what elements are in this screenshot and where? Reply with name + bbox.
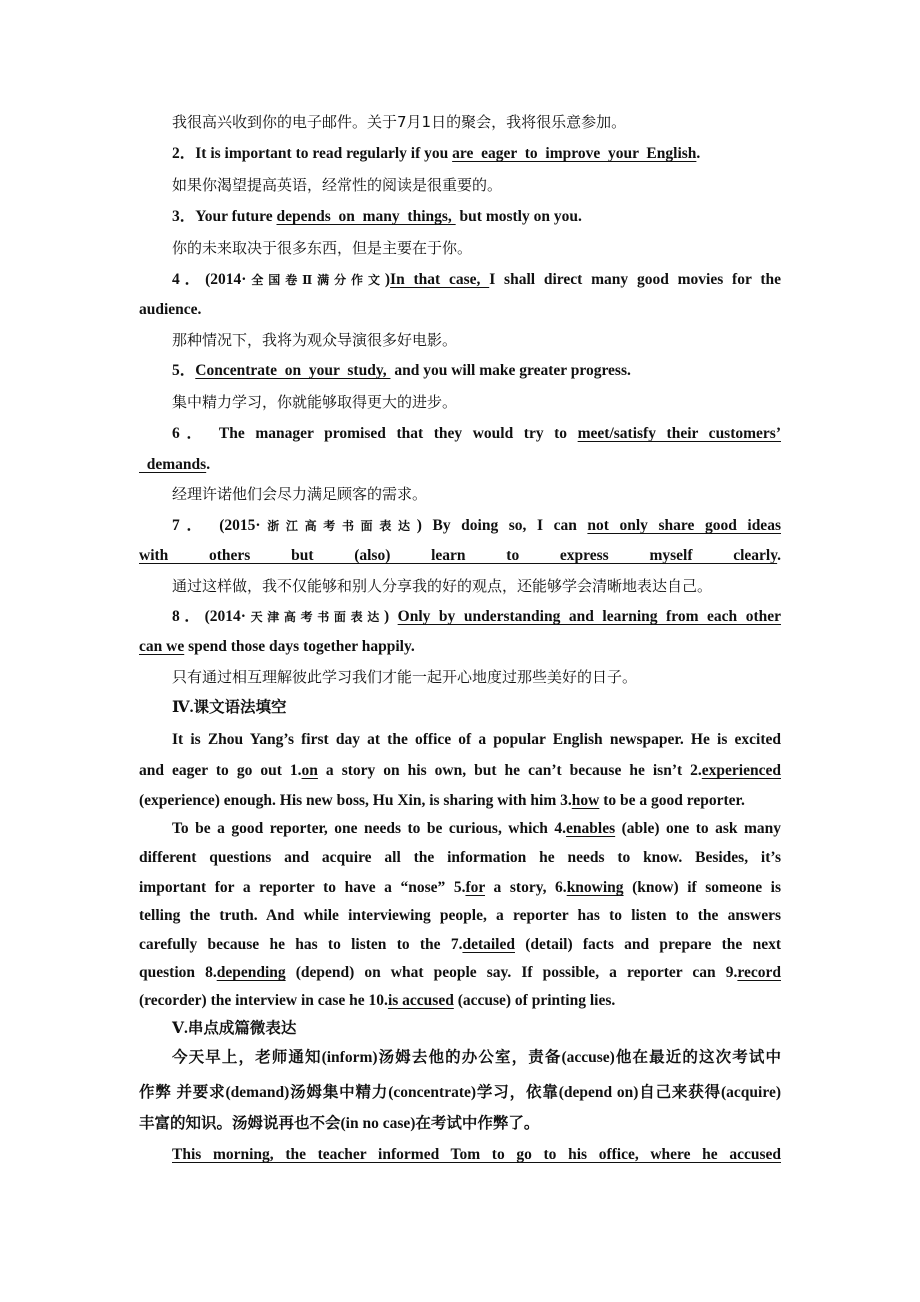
text-line [172, 1018, 781, 1040]
source-label: 浙江高考书面表达 [260, 519, 417, 533]
text-segment: a story, 6. [484, 879, 567, 896]
text-line [172, 206, 781, 228]
answer-text: enables [566, 820, 616, 837]
source-label: 全国卷Ⅱ满分作文 [246, 273, 385, 287]
translation-line [172, 174, 781, 196]
text-segment: Ⅳ.课文语法填空 [172, 699, 287, 716]
text-segment: (depend) on what people say. If possible, a reporter can 9. [285, 964, 738, 981]
text-segment: (know) if someone is [623, 879, 781, 896]
answer-text: Only by understanding and learning from each other [397, 608, 781, 625]
text-line [139, 1082, 781, 1104]
answer-text: for [465, 879, 485, 896]
text-segment: ) [384, 271, 391, 288]
text-line [172, 729, 781, 751]
text-line [139, 760, 781, 782]
text-line [172, 515, 781, 537]
text-segment: (able) one to ask many [615, 820, 781, 837]
text-segment: 经理许诺他们会尽力满足顾客的需求。 [172, 485, 428, 503]
text-segment: . [206, 456, 211, 473]
text-line [172, 606, 781, 628]
text-line [172, 269, 781, 291]
answer-text: detailed [462, 936, 515, 953]
text-segment: 只有通过相互理解彼此学习我们才能一起开心地度过那些美好的日子。 [172, 668, 638, 686]
translation-line [172, 666, 781, 688]
translation-line [172, 483, 781, 505]
answer-text: knowing [566, 879, 624, 896]
text-segment: 丰富的知识。汤姆说再也不会(in no case)在考试中作弊了。 [139, 1115, 540, 1132]
text-line [172, 360, 781, 382]
translation-line [172, 391, 781, 413]
text-segment: different questions and acquire all the information he needs to know. Besides, it’s [139, 849, 781, 866]
answer-text: experienced [701, 762, 781, 779]
text-segment: important for a reporter to have a “nose” 5. [139, 879, 466, 896]
text-line [172, 697, 781, 719]
answer-text: with others but (also) learn to express myself clearly [139, 547, 778, 564]
text-line [172, 143, 781, 165]
answer-text: not only share good ideas [587, 517, 781, 534]
text-segment: question 8. [139, 964, 217, 981]
text-segment: I shall direct many good movies for the [489, 271, 782, 288]
text-line [139, 1113, 781, 1135]
text-line [139, 636, 781, 658]
text-line [172, 818, 781, 840]
text-segment: telling the truth. And while interviewing people, a reporter has to listen to the answers [139, 907, 781, 924]
text-line [139, 454, 781, 476]
answer-text: record [737, 964, 781, 981]
text-segment: 通过这样做，我不仅能够和别人分享我的好的观点，还能够学会清晰地表达自己。 [172, 577, 713, 595]
answer-text: demands [139, 456, 207, 473]
text-segment: . [696, 145, 701, 162]
translation-line [172, 329, 781, 351]
text-segment: carefully because he has to listen to the 7. [139, 936, 463, 953]
text-segment: and you will make greater progress. [390, 362, 631, 379]
text-line [139, 790, 781, 812]
text-segment: 集中精力学习，你就能够取得更大的进步。 [172, 393, 458, 411]
answer-text: how [571, 792, 600, 809]
text-segment: It is Zhou Yang’s first day at the office of a popular English newspaper. He is excited [172, 731, 781, 748]
answer-text: In that case, [390, 271, 490, 288]
translation-line [172, 111, 781, 133]
text-segment: (detail) facts and prepare the next [514, 936, 781, 953]
text-segment: ) By doing so, I can [416, 517, 588, 534]
text-line [172, 1047, 781, 1069]
text-segment: 今天早上，老师通知(inform)汤姆去他的办公室，责备(accuse)他在最近的这次考试中 [172, 1049, 781, 1066]
text-segment: ) [383, 608, 398, 625]
text-line [139, 962, 781, 984]
answer-text: is accused [387, 992, 454, 1009]
text-segment: audience. [139, 301, 202, 318]
text-segment: To be a good reporter, one needs to be curious, which 4. [172, 820, 567, 837]
text-line [139, 545, 781, 567]
text-segment: and eager to go out 1. [139, 762, 302, 779]
answer-text: This morning, the teacher informed Tom to go to his office, where he accused [172, 1146, 781, 1163]
text-segment: (recorder) the interview in case he 10. [139, 992, 388, 1009]
text-segment: 5． [172, 362, 196, 379]
text-segment: a story on his own, but he can’t because he isn’t 2. [317, 762, 702, 779]
text-segment: . [777, 547, 781, 564]
text-segment: 如果你渴望提高英语，经常性的阅读是很重要的。 [172, 176, 503, 194]
text-segment: spend those days together happily. [184, 638, 415, 655]
text-segment: 那种情况下，我将为观众导演很多好电影。 [172, 331, 458, 349]
text-line [139, 990, 781, 1012]
answer-text: meet/satisfy their customers’ [577, 425, 781, 442]
text-segment: 作弊 并要求(demand)汤姆集中精力(concentrate)学习，依靠(depend on)自己来获得(acquire) [139, 1084, 781, 1101]
text-line [139, 877, 781, 899]
answer-text: depends on many things, [276, 208, 456, 225]
text-line [139, 847, 781, 869]
text-segment: 我很高兴收到你的电子邮件。关于7月1日的聚会，我将很乐意参加。 [172, 113, 627, 131]
text-segment: 2．It is important to read regularly if you [172, 145, 453, 162]
text-line [172, 1144, 781, 1166]
text-segment: 你的未来取决于很多东西，但是主要在于你。 [172, 239, 473, 257]
translation-line [172, 237, 781, 259]
text-segment: (experience) enough. His new boss, Hu Xin, is sharing with him 3. [139, 792, 572, 809]
text-line [172, 423, 781, 445]
text-segment: 6． The manager promised that they would try to [172, 425, 578, 442]
answer-text: are eager to improve your English [452, 145, 697, 162]
translation-line [172, 575, 781, 597]
text-segment: 3．Your future [172, 208, 277, 225]
answer-text: depending [216, 964, 286, 981]
answer-text: can we [139, 638, 185, 655]
text-segment: 7． (2015· [172, 517, 261, 534]
text-segment: to be a good reporter. [599, 792, 745, 809]
text-segment: (accuse) of printing lies. [453, 992, 616, 1009]
text-segment: Ⅴ.串点成篇微表达 [172, 1020, 297, 1037]
source-label: 天津高考书面表达 [245, 610, 384, 624]
text-segment: 8．(2014· [172, 608, 246, 625]
text-line [139, 934, 781, 956]
text-segment: 4．(2014· [172, 271, 247, 288]
answer-text: on [301, 762, 318, 779]
text-line [139, 905, 781, 927]
text-line [139, 299, 781, 321]
answer-text: Concentrate on your study, [195, 362, 391, 379]
text-segment: but mostly on you. [455, 208, 582, 225]
